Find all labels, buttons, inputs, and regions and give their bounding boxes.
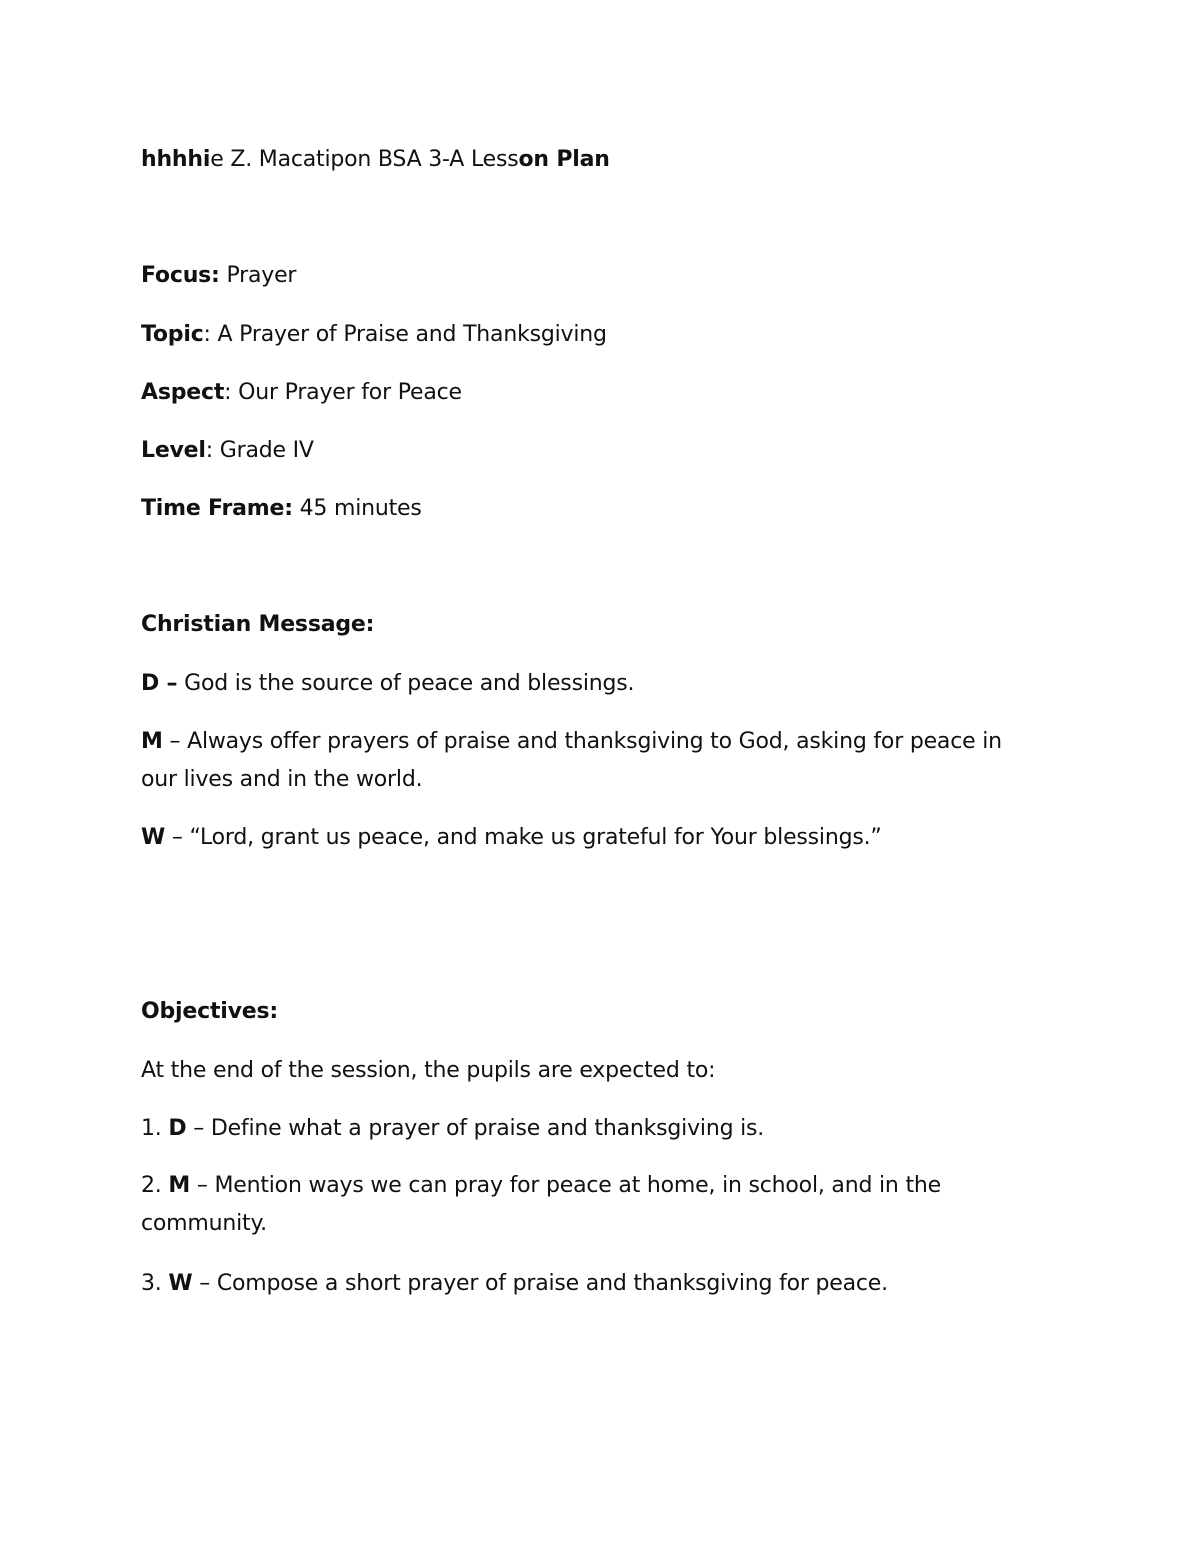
message-m-label: M — [141, 729, 163, 754]
document-header — [141, 146, 610, 174]
level-label: Level — [141, 438, 206, 463]
time-frame-line — [141, 495, 422, 523]
objectives-intro: At the end of the session, the pupils are expected to: — [141, 1058, 716, 1083]
level-value: : Grade IV — [205, 438, 314, 463]
aspect-line — [141, 379, 462, 407]
time-frame-value: 45 minutes — [292, 496, 422, 521]
topic-line — [141, 321, 607, 349]
focus-value: Prayer — [219, 263, 297, 288]
focus-line — [141, 262, 296, 290]
objective-1-number: 1. — [141, 1116, 169, 1141]
objective-3-label: W — [168, 1271, 193, 1296]
objective-1-text: – Define what a prayer of praise and thanksgiving is. — [186, 1116, 765, 1141]
objectives-heading: Objectives: — [141, 999, 278, 1024]
objective-3-text: – Compose a short prayer of praise and thanksgiving for peace. — [192, 1271, 888, 1296]
aspect-value: : Our Prayer for Peace — [224, 380, 462, 405]
message-w-text: – “Lord, grant us peace, and make us grateful for Your blessings.” — [165, 825, 882, 850]
message-w-line — [141, 824, 882, 852]
document-title: on Plan — [518, 147, 610, 172]
author-name-bold: hhhhi — [141, 147, 211, 172]
topic-value: : A Prayer of Praise and Thanksgiving — [203, 322, 607, 347]
message-m-text: – Always offer prayers of praise and thanksgiving to God, asking for peace in our lives and in the world. — [141, 729, 1002, 792]
topic-label: Topic — [141, 322, 204, 347]
message-w-label: W — [141, 825, 166, 850]
level-line — [141, 437, 314, 465]
objective-item-3 — [141, 1270, 888, 1298]
message-d-text: God is the source of peace and blessings. — [177, 671, 635, 696]
time-frame-label: Time Frame: — [141, 496, 293, 521]
objective-2-text: – Mention ways we can pray for peace at home, in school, and in the community. — [141, 1173, 941, 1236]
author-course: e Z. Macatipon BSA 3-A Less — [210, 147, 519, 172]
aspect-label: Aspect — [141, 380, 225, 405]
christian-message-heading: Christian Message: — [141, 612, 375, 637]
objective-item-1 — [141, 1115, 764, 1143]
objective-3-number: 3. — [141, 1271, 169, 1296]
message-m-line — [141, 723, 1041, 799]
message-d-line — [141, 670, 634, 698]
objective-2-label: M — [168, 1173, 191, 1198]
message-d-label: D – — [141, 671, 178, 696]
focus-label: Focus: — [141, 263, 220, 288]
objective-1-label: D — [168, 1116, 187, 1141]
objective-2-number: 2. — [141, 1173, 169, 1198]
objective-item-2 — [141, 1167, 1041, 1243]
